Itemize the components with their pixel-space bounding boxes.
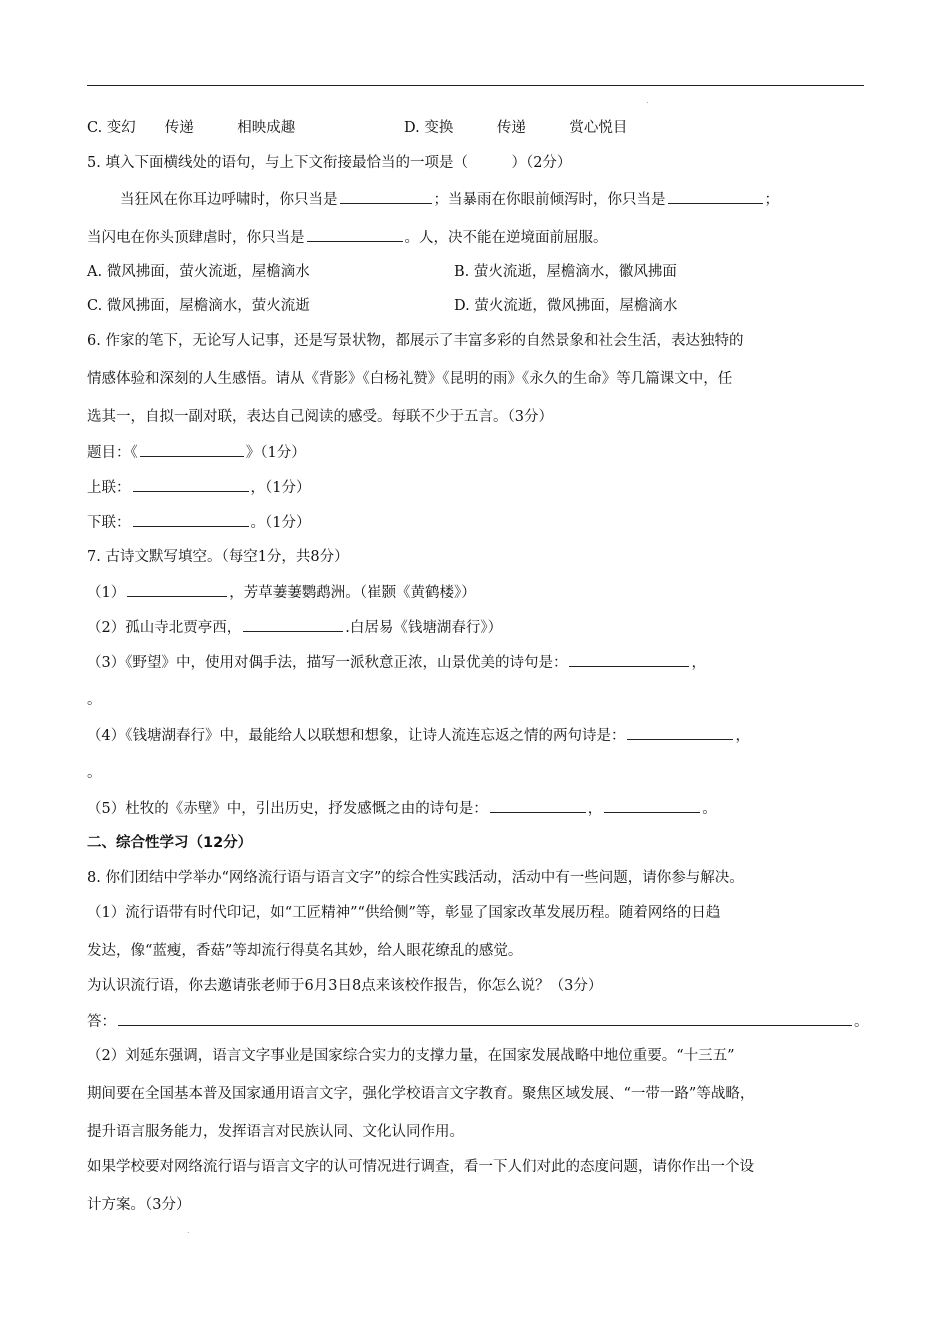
q8-stem: 8. 你们团结中学举办“网络流行语与语言文字”的综合性实践活动，活动中有一些问题，请你参与解决。 xyxy=(87,870,744,886)
q6-title-blank[interactable] xyxy=(140,442,244,457)
q6-title-score: 》（1分） xyxy=(245,445,306,461)
q5-blank-3[interactable] xyxy=(307,227,403,242)
q5-text: ； xyxy=(764,192,779,208)
q7-sub1-num: （1） xyxy=(87,585,126,601)
q7-sub5-blank-1[interactable] xyxy=(490,798,586,813)
q7-sub3-comma: ， xyxy=(691,655,706,671)
q8-answer-label: 答： xyxy=(87,1014,116,1030)
q7-sub2-text: （2）孤山寺北贾亭西， xyxy=(87,620,242,636)
q7-sub5-blank-2[interactable] xyxy=(604,798,700,813)
q5-text: 。人，决不能在逆境面前屈服。 xyxy=(404,230,608,246)
q4-option-d: D. 变换 传递 赏心悦目 xyxy=(404,120,628,136)
q8-answer-row xyxy=(87,1011,869,1032)
q8-design-line2: 计方案。（3分） xyxy=(87,1197,191,1213)
q6-lower-blank[interactable] xyxy=(133,512,249,527)
header-rule xyxy=(87,85,864,86)
q5-stem: 5. 填入下面横线处的语句，与上下文衔接最恰当的一项是（ ）（2分） xyxy=(87,155,572,171)
q8-part2-line1: （2）刘延东强调，语言文字事业是国家综合实力的支撑力量，在国家发展战略中地位重要。“十三五” xyxy=(87,1048,735,1064)
q5-passage-line2 xyxy=(87,227,608,248)
q5-text: ；当暴雨在你眼前倾泻时，你只当是 xyxy=(433,192,666,208)
q7-sub2 xyxy=(87,617,502,638)
q5-blank-1[interactable] xyxy=(340,189,432,204)
q7-stem: 7. 古诗文默写填空。（每空1分，共8分） xyxy=(87,549,349,565)
section2-heading: 二、综合性学习（12分） xyxy=(87,835,253,851)
q7-sub2-blank[interactable] xyxy=(243,617,343,632)
q7-sub4-end: 。 xyxy=(87,765,102,781)
q8-part2-line3: 提升语言服务能力，发挥语言对民族认同、文化认同作用。 xyxy=(87,1124,464,1140)
scan-dot: . xyxy=(187,1226,190,1235)
q7-sub5-comma: ， xyxy=(587,801,603,817)
q7-sub4-text: （4）《钱塘湖春行》中，最能给人以联想和想象，让诗人流连忘返之情的两句诗是： xyxy=(87,728,626,744)
q7-sub1 xyxy=(87,582,476,603)
q8-design-line1: 如果学校要对网络流行语与语言文字的认可情况进行调查，看一下人们对此的态度问题，请你作出一个设 xyxy=(87,1159,754,1175)
q7-sub3-text: （3）《野望》中，使用对偶手法，描写一派秋意正浓，山景优美的诗句是： xyxy=(87,655,568,671)
q8-answer-blank[interactable] xyxy=(118,1011,852,1026)
q7-sub4-comma: ， xyxy=(735,728,750,744)
q7-sub3 xyxy=(87,652,706,673)
q4-option-c: C. 变幻 传递 相映成趣 xyxy=(87,120,296,136)
q7-sub3-end: 。 xyxy=(87,692,102,708)
q5-passage-line1 xyxy=(120,189,779,210)
q7-sub1-text: ，芳草萋萋鹦鹉洲。（崔颢《黄鹤楼》） xyxy=(229,585,476,601)
q6-upper-blank[interactable] xyxy=(133,477,249,492)
q5-blank-2[interactable] xyxy=(668,189,763,204)
q5-option-c: C. 微风拂面，屋檐滴水，萤火流逝 xyxy=(87,298,310,314)
q8-part1-line1: （1）流行语带有时代印记，如“工匠精神”“供给侧”等，彰显了国家改革发展历程。随着网络的日趋 xyxy=(87,905,721,921)
q6-stem-line2: 情感体验和深刻的人生感悟。请从《背影》《白杨礼赞》《昆明的雨》《永久的生命》等几篇课文中，任 xyxy=(87,371,733,387)
q7-sub5 xyxy=(87,798,717,819)
q8-part1-ask: 为认识流行语，你去邀请张老师于6月3日8点来该校作报告，你怎么说？（3分） xyxy=(87,978,603,994)
scan-dot: . xyxy=(646,96,649,105)
q5-option-d: D. 萤火流逝，微风拂面，屋檐滴水 xyxy=(454,298,678,314)
q7-sub4 xyxy=(87,725,750,746)
q6-title-label: 题目：《 xyxy=(87,445,138,461)
q5-option-a: A. 微风拂面，萤火流逝，屋檐滴水 xyxy=(87,264,310,280)
q7-sub5-text: （5）杜牧的《赤壁》中，引出历史，抒发感慨之由的诗句是： xyxy=(87,801,488,817)
q6-lower-row xyxy=(87,512,310,533)
q7-sub1-blank[interactable] xyxy=(127,582,227,597)
q8-part1-line2: 发达，像“蓝瘦，香菇”等却流行得莫名其妙，给人眼花缭乱的感觉。 xyxy=(87,943,523,959)
q6-lower-score: 。（1分） xyxy=(250,515,311,531)
q6-upper-score: ，（1分） xyxy=(250,480,311,496)
q6-stem-line1: 6. 作家的笔下，无论写人记事，还是写景状物，都展示了丰富多彩的自然景象和社会生活，表达独特的 xyxy=(87,333,744,349)
q8-answer-end: 。 xyxy=(854,1014,869,1030)
q7-sub4-blank[interactable] xyxy=(627,725,733,740)
q5-text: 当闪电在你头顶肆虐时，你只当是 xyxy=(87,230,305,246)
q8-part2-line2: 期间要在全国基本普及国家通用语言文字，强化学校语言文字教育。聚焦区域发展、“一带一路”等战略， xyxy=(87,1086,755,1102)
q7-sub3-blank[interactable] xyxy=(569,652,689,667)
q6-upper-label: 上联： xyxy=(87,480,131,496)
q6-title-row xyxy=(87,442,306,463)
q6-upper-row xyxy=(87,477,310,498)
q7-sub2-source: .白居易《钱塘湖春行》） xyxy=(345,620,503,636)
q5-option-b: B. 萤火流逝，屋檐滴水，徽风拂面 xyxy=(454,264,677,280)
q6-lower-label: 下联： xyxy=(87,515,131,531)
q7-sub5-end: 。 xyxy=(702,801,717,817)
q6-stem-line3: 选其一，自拟一副对联，表达自己阅读的感受。每联不少于五言。（3分） xyxy=(87,409,553,425)
q5-text: 当狂风在你耳边呼啸时，你只当是 xyxy=(120,192,338,208)
